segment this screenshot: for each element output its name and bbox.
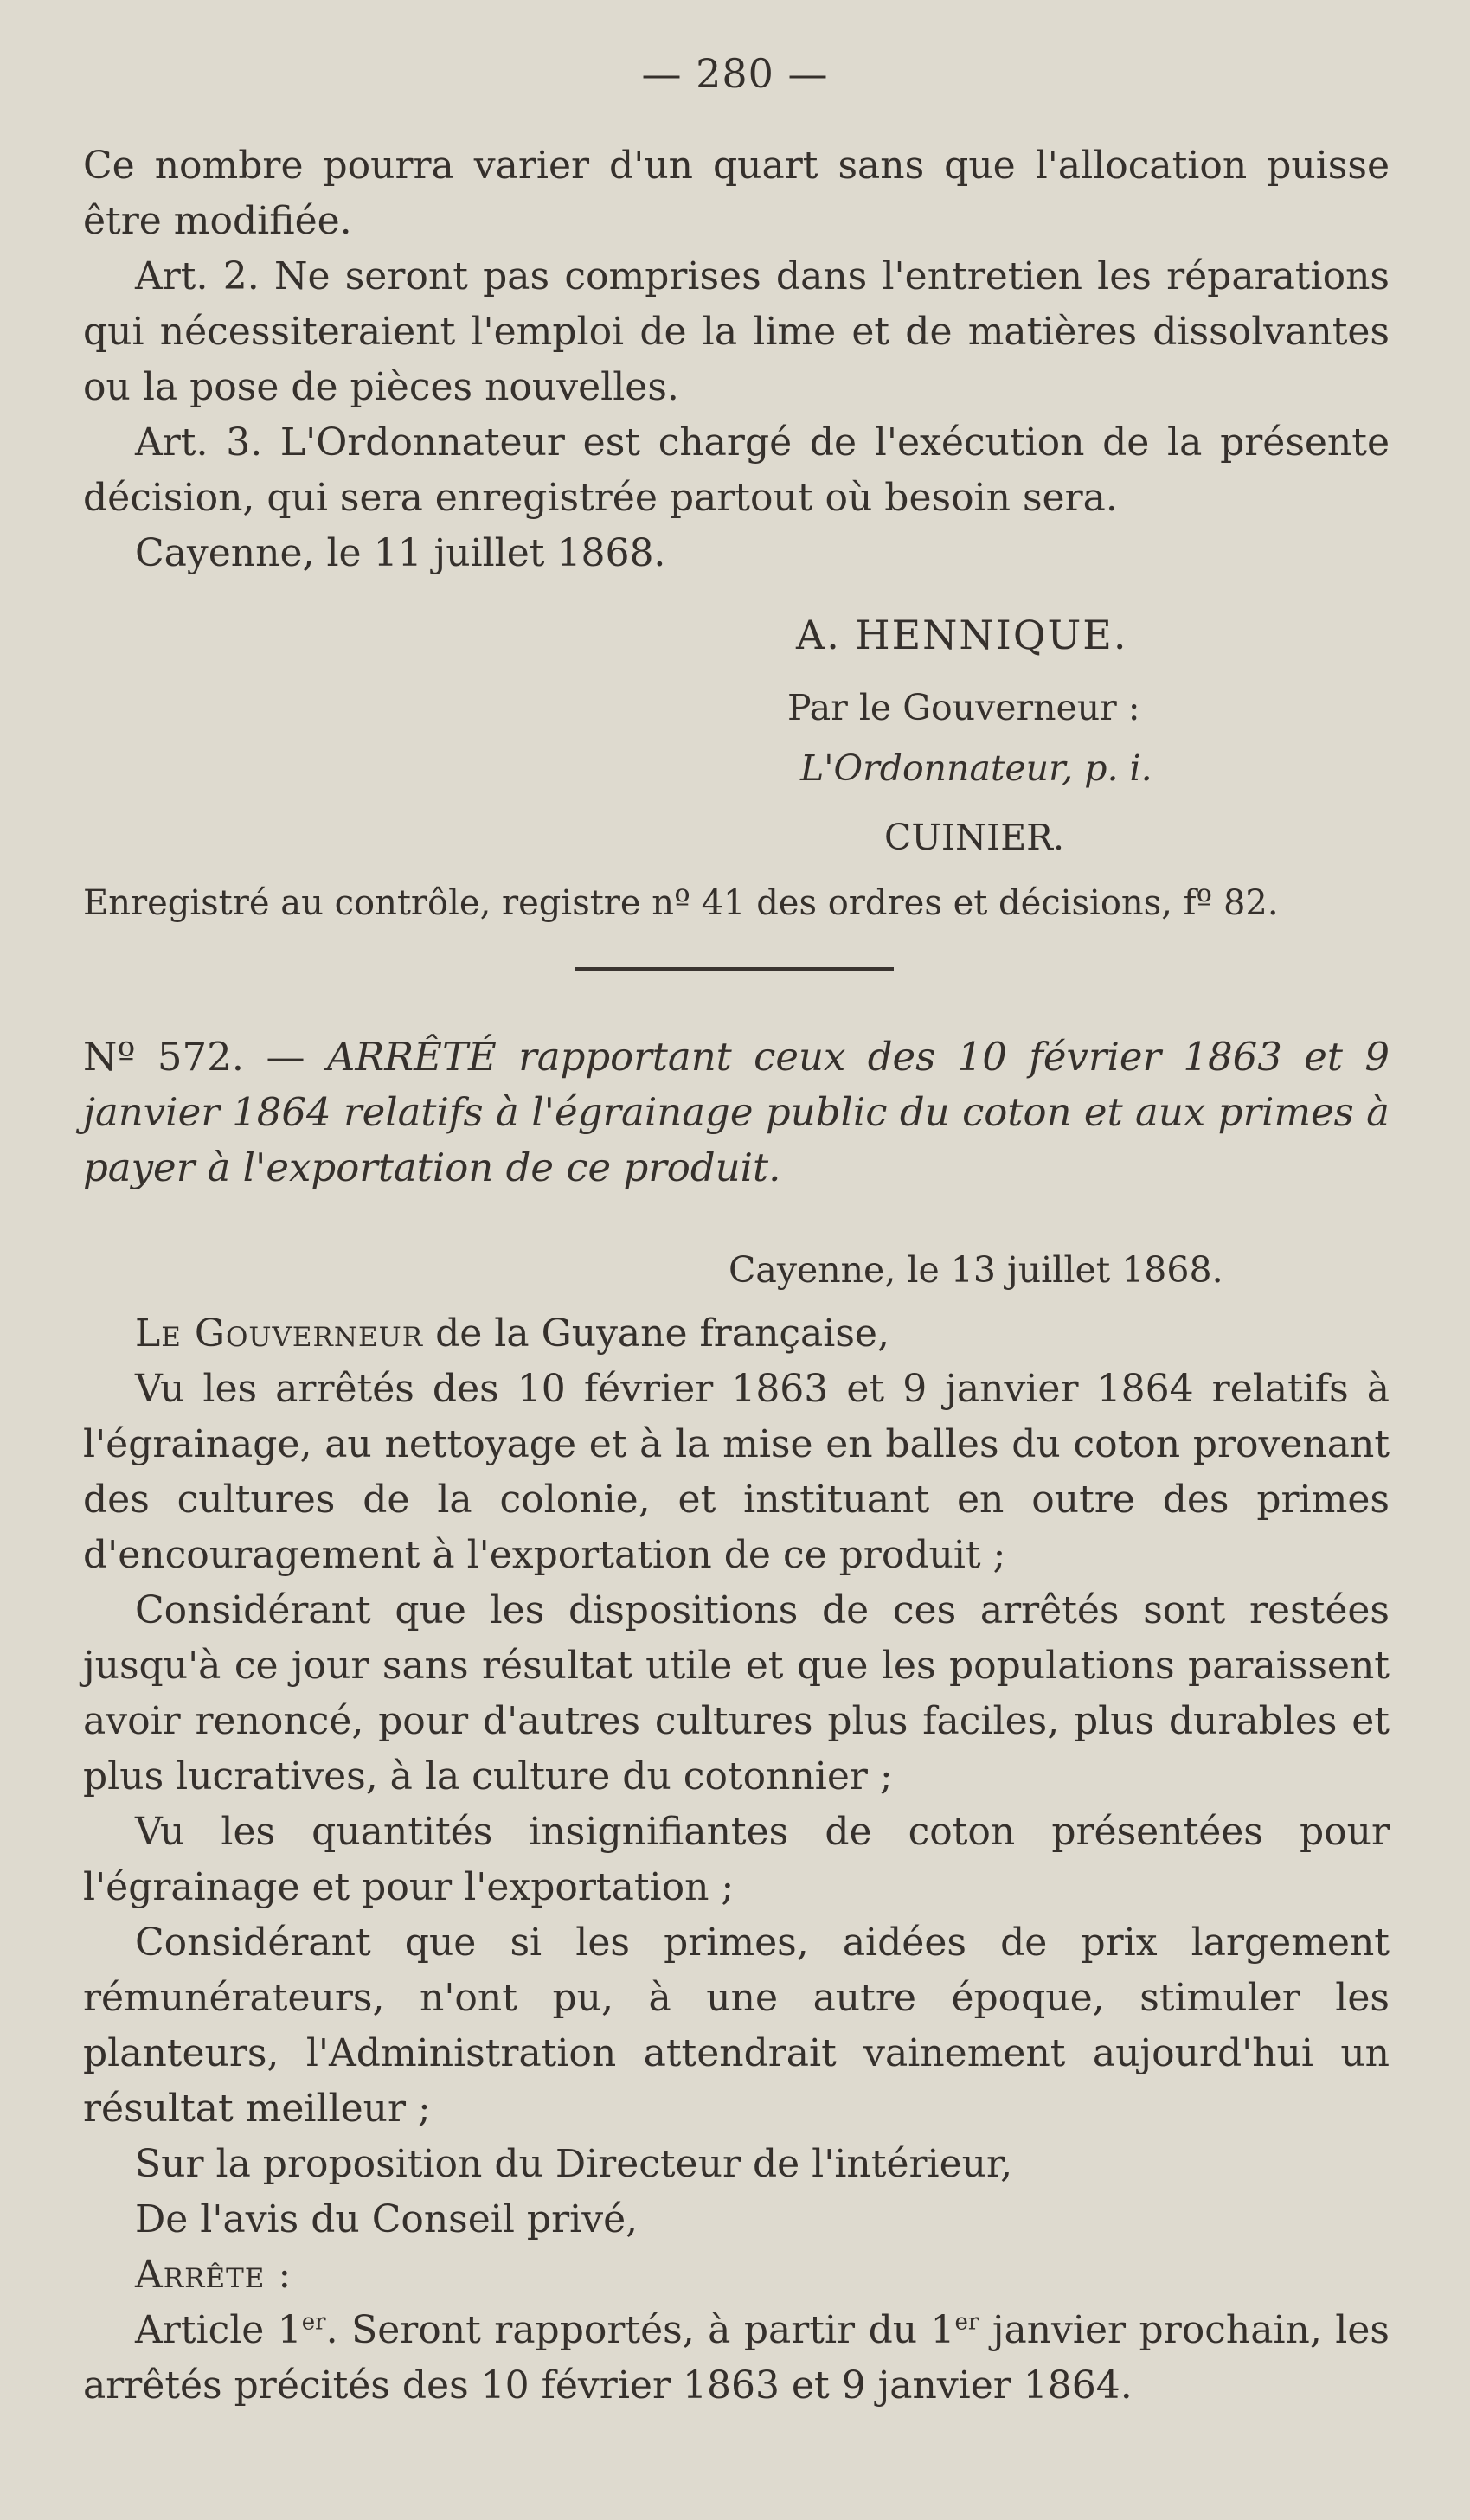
sur-proposition: Sur la proposition du Directeur de l'intérieur,: [135, 2142, 1013, 2186]
article-1: [83, 2303, 1390, 2414]
article-1-end: janvier prochain, les arrêtés précités des 10 février 1863 et 9 janvier 1864.: [83, 2308, 1390, 2408]
avis-conseil: De l'avis du Conseil privé,: [135, 2197, 639, 2241]
article-1-sup: er: [301, 2309, 326, 2336]
decree-date: Cayenne, le 13 juillet 1868.: [729, 1249, 1223, 1291]
article-2: Art. 2. Ne seront pas comprises dans l'entretien les réparations qui nécessiteraient l'emploi de la lime et de matières dissolvantes ou la pose de pièces nouvelles.: [83, 254, 1390, 409]
article-1-mid: . Seront rapportés, à partir du 1: [325, 2308, 955, 2352]
considerant-1: Considérant que les dispositions de ces arrêtés sont restées jusqu'à ce jour sans résultat utile et que les populations paraissent avoir renoncé, pour d'autres cultures plus faciles, plus durables et plus lucratives, à la culture du cotonnier ;: [83, 1588, 1390, 1799]
gouverneur-line: [83, 1306, 1390, 1362]
decree-body: [83, 1306, 1390, 2414]
arrete-heading: Arrête :: [135, 2253, 292, 2297]
signature-hennique: A. HENNIQUE.: [796, 612, 1128, 658]
vu-arretes: Vu les arrêtés des 10 février 1863 et 9 janvier 1864 relatifs à l'égrainage, au nettoyage et à la mise en balles du coton provenant des cultures de la colonie, et instituant en outre des primes d'encouragement à l'exportation de ce produit ;: [83, 1367, 1390, 1577]
signature-cuinier: CUINIER.: [884, 817, 1065, 858]
vu-quantites: Vu les quantités insignifiantes de coton présentées pour l'égrainage et pour l'exportation ;: [83, 1810, 1390, 1909]
section-divider: [575, 967, 894, 971]
gouverneur-rest: de la Guyane française,: [423, 1311, 889, 1356]
decree-title-block: [83, 1029, 1390, 1196]
registration-note-wrap: [83, 875, 1390, 931]
article-1-sup2: er: [954, 2309, 979, 2336]
par-le-gouverneur: Par le Gouverneur :: [787, 687, 1140, 728]
decree-title-text: ARRÊTÉ rapportant ceux des 10 février 1863 et 9 janvier 1864 relatifs à l'égrainage public du coton et aux primes à payer à l'exportation de ce produit.: [83, 1034, 1390, 1190]
decision-date: Cayenne, le 11 juillet 1868.: [135, 531, 666, 575]
article-1-start: Article 1: [135, 2308, 302, 2352]
gouverneur-heading: Le Gouverneur: [135, 1311, 424, 1356]
decree-title: [83, 1029, 1390, 1196]
ordonnateur-title: L'Ordonnateur, p. i.: [800, 747, 1152, 789]
previous-decision-body: [83, 138, 1390, 581]
paragraph-allocation: Ce nombre pourra varier d'un quart sans que l'allocation puisse être modifiée.: [83, 144, 1390, 243]
page-number: — 280 —: [641, 50, 829, 97]
considerant-2: Considérant que si les primes, aidées de prix largement rémunérateurs, n'ont pu, à une autre époque, stimuler les planteurs, l'Administration attendrait vainement aujourd'hui un résultat meilleur ;: [83, 1920, 1390, 2131]
registration-note: Enregistré au contrôle, registre nº 41 des ordres et décisions, fº 82.: [83, 883, 1279, 923]
decree-number: Nº 572. —: [83, 1034, 305, 1080]
article-3: Art. 3. L'Ordonnateur est chargé de l'exécution de la présente décision, qui sera enregistrée partout où besoin sera.: [83, 420, 1390, 520]
